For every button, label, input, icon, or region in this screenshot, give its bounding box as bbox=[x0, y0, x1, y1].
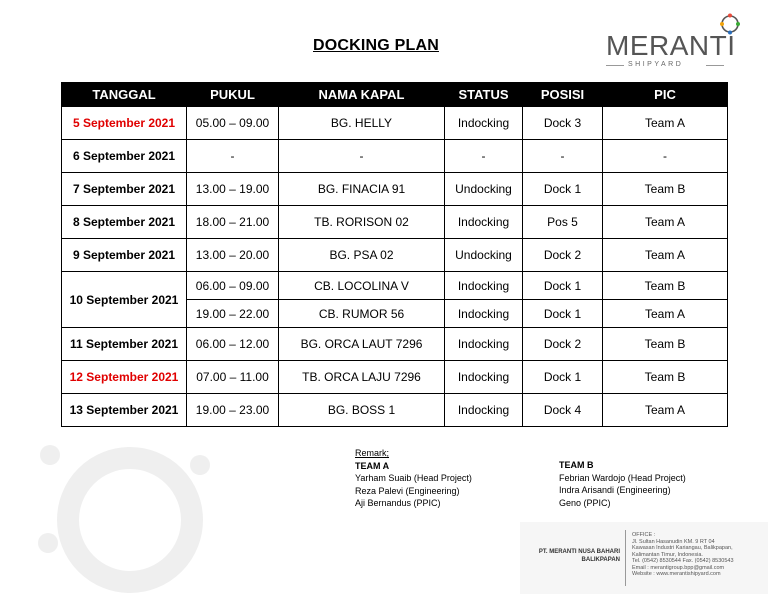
cell-kapal: BG. HELLY bbox=[279, 107, 445, 140]
table-row bbox=[62, 361, 728, 394]
cell-kapal: BG. PSA 02 bbox=[279, 239, 445, 272]
cell-pic: Team A bbox=[603, 394, 728, 427]
team-b-member: Indra Arisandi (Engineering) bbox=[559, 485, 671, 495]
header-status: STATUS bbox=[445, 83, 523, 107]
cell-kapal: BG. BOSS 1 bbox=[279, 394, 445, 427]
table-header-row bbox=[62, 83, 728, 107]
cell-posisi: Dock 1 bbox=[523, 272, 603, 300]
footer-office-line: Tel. (0542) 8530544 Fax. (0542) 8530543 bbox=[632, 558, 734, 564]
team-b-member: Febrian Wardojo (Head Project) bbox=[559, 472, 686, 483]
cell-tanggal: 9 September 2021 bbox=[62, 239, 187, 272]
cell-status: Indocking bbox=[445, 361, 523, 394]
cell-tanggal: 12 September 2021 bbox=[62, 361, 187, 394]
cell-pic: Team A bbox=[603, 300, 728, 328]
footer-office bbox=[632, 532, 766, 578]
cell-pukul: 06.00 – 12.00 bbox=[187, 328, 279, 361]
logo-wordmark: MERANTI bbox=[606, 30, 736, 61]
cell-status: Undocking bbox=[445, 239, 523, 272]
team-a-member: Reza Palevi (Engineering) bbox=[355, 485, 460, 496]
cell-tanggal: 13 September 2021 bbox=[62, 394, 187, 427]
cell-posisi: Dock 2 bbox=[523, 328, 603, 361]
page-title: DOCKING PLAN bbox=[313, 37, 439, 54]
remark-team-b bbox=[559, 459, 686, 509]
cell-posisi: Dock 1 bbox=[523, 173, 603, 206]
footer-company-name: PT. MERANTI NUSA BAHARI bbox=[538, 549, 620, 555]
team-a-member: Yarham Suaib (Head Project) bbox=[355, 473, 472, 483]
cell-tanggal: 5 September 2021 bbox=[62, 107, 187, 140]
table-row bbox=[62, 140, 728, 173]
cell-status: Indocking bbox=[445, 107, 523, 140]
cell-tanggal: 6 September 2021 bbox=[62, 140, 187, 173]
cell-posisi: Dock 1 bbox=[523, 300, 603, 328]
cell-pukul: - bbox=[187, 140, 279, 173]
cell-kapal: CB. RUMOR 56 bbox=[279, 300, 445, 328]
cell-kapal: - bbox=[279, 140, 445, 173]
cell-pic: - bbox=[603, 140, 728, 173]
cell-posisi: - bbox=[523, 140, 603, 173]
header-tanggal: TANGGAL bbox=[62, 83, 187, 107]
cell-status: - bbox=[445, 140, 523, 173]
cell-pic: Team B bbox=[603, 173, 728, 206]
header-pukul: PUKUL bbox=[187, 83, 279, 107]
cell-posisi: Dock 1 bbox=[523, 361, 603, 394]
company-logo bbox=[606, 12, 746, 72]
remark-label: Remark; bbox=[355, 448, 390, 458]
cell-pukul: 05.00 – 09.00 bbox=[187, 107, 279, 140]
cell-status: Indocking bbox=[445, 300, 523, 328]
table-row bbox=[62, 173, 728, 206]
team-b-member: Geno (PPIC) bbox=[559, 497, 611, 508]
cell-kapal: TB. ORCA LAJU 7296 bbox=[279, 361, 445, 394]
header-nama-kapal: NAMA KAPAL bbox=[279, 83, 445, 107]
cell-pukul: 19.00 – 22.00 bbox=[187, 300, 279, 328]
footer-office-line: Website : www.merantishipyard.com bbox=[632, 571, 721, 577]
header-pic: PIC bbox=[603, 83, 728, 107]
cell-kapal: TB. RORISON 02 bbox=[279, 206, 445, 239]
footer-office-line: OFFICE : bbox=[632, 532, 656, 538]
cell-posisi: Dock 3 bbox=[523, 107, 603, 140]
cell-pukul: 07.00 – 11.00 bbox=[187, 361, 279, 394]
cell-tanggal: 8 September 2021 bbox=[62, 206, 187, 239]
cell-pukul: 18.00 – 21.00 bbox=[187, 206, 279, 239]
cell-status: Indocking bbox=[445, 272, 523, 300]
table-row bbox=[62, 107, 728, 140]
table-row bbox=[62, 206, 728, 239]
cell-status: Indocking bbox=[445, 206, 523, 239]
cell-pic: Team B bbox=[603, 361, 728, 394]
cell-status: Indocking bbox=[445, 394, 523, 427]
cell-posisi: Dock 4 bbox=[523, 394, 603, 427]
cell-pukul: 19.00 – 23.00 bbox=[187, 394, 279, 427]
footer-office-line: Kalimantan Timur, Indonesia. bbox=[632, 551, 703, 558]
cell-posisi: Dock 2 bbox=[523, 239, 603, 272]
cell-pukul: 13.00 – 19.00 bbox=[187, 173, 279, 206]
team-a-member: Aji Bernandus (PPIC) bbox=[355, 498, 441, 508]
table-row bbox=[62, 328, 728, 361]
footer-office-line: Email : merantigroup.bpp@gmail.com bbox=[632, 564, 725, 571]
footer-company-city: BALIKPAPAN bbox=[581, 557, 620, 563]
team-a-title: TEAM A bbox=[355, 460, 390, 471]
cell-pic: Team A bbox=[603, 206, 728, 239]
cell-tanggal: 10 September 2021 bbox=[62, 272, 187, 328]
cell-pic: Team A bbox=[603, 107, 728, 140]
cell-status: Indocking bbox=[445, 328, 523, 361]
header-posisi: POSISI bbox=[523, 83, 603, 107]
cell-pic: Team B bbox=[603, 328, 728, 361]
docking-table bbox=[61, 82, 728, 427]
cell-tanggal: 7 September 2021 bbox=[62, 173, 187, 206]
cell-posisi: Pos 5 bbox=[523, 206, 603, 239]
footer-office-line: Kawasan Industri Kariangau, Balikpapan, bbox=[632, 545, 733, 551]
cell-pukul: 06.00 – 09.00 bbox=[187, 272, 279, 300]
logo-subtitle: SHIPYARD bbox=[628, 61, 684, 68]
footer-divider bbox=[625, 530, 626, 586]
footer-office-line: Jl. Sultan Hasanudin KM. 9 RT 04 bbox=[632, 538, 715, 545]
cell-status: Undocking bbox=[445, 173, 523, 206]
cell-kapal: CB. LOCOLINA V bbox=[279, 272, 445, 300]
cell-tanggal: 11 September 2021 bbox=[62, 328, 187, 361]
team-b-title: TEAM B bbox=[559, 460, 594, 470]
footer-company bbox=[530, 548, 620, 564]
table-row bbox=[62, 272, 728, 300]
table-row bbox=[62, 239, 728, 272]
table-row bbox=[62, 394, 728, 427]
cell-kapal: BG. ORCA LAUT 7296 bbox=[279, 328, 445, 361]
remark-team-a bbox=[355, 447, 472, 510]
cell-pic: Team A bbox=[603, 239, 728, 272]
watermark-logo bbox=[30, 425, 230, 605]
cell-pukul: 13.00 – 20.00 bbox=[187, 239, 279, 272]
cell-pic: Team B bbox=[603, 272, 728, 300]
cell-kapal: BG. FINACIA 91 bbox=[279, 173, 445, 206]
